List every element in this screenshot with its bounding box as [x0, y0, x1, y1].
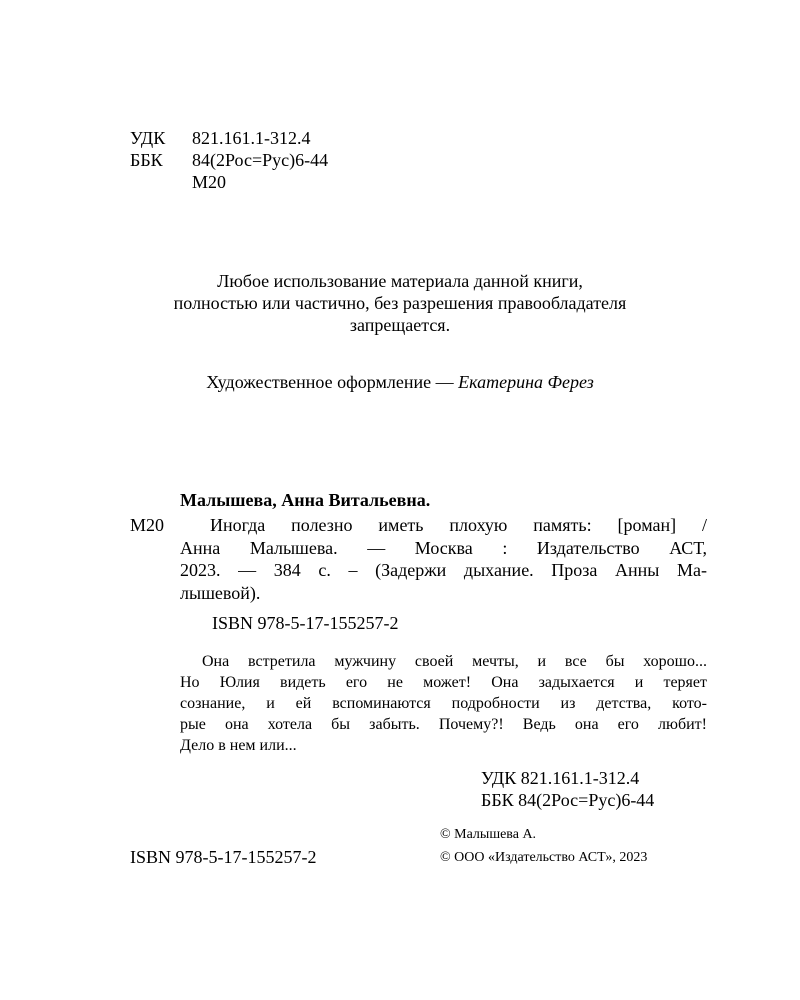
- annotation-line: Дело в нем или...: [180, 737, 297, 754]
- bibliographic-description: [180, 514, 707, 604]
- notice-line: запрещается.: [349, 315, 451, 335]
- udk-value: 821.161.1-312.4: [192, 128, 311, 148]
- bib-line: лышевой).: [180, 582, 261, 603]
- udk-bottom: УДК 821.161.1-312.4: [481, 768, 640, 788]
- annotation: [180, 651, 707, 756]
- bbk-bottom: ББК 84(2Рос=Рус)6-44: [481, 790, 655, 810]
- udk-label: УДК: [130, 128, 166, 148]
- annotation-line: Но Юлия видеть его не может! Она задыхается и теряет: [180, 674, 707, 691]
- author-heading: Малышева, Анна Витальевна.: [180, 490, 431, 510]
- annotation-line: рые она хотела бы забыть. Почему?! Ведь она его любит!: [180, 716, 707, 733]
- usage-notice: [100, 270, 700, 336]
- bib-line: Иногда полезно иметь плохую память: [роман] /: [210, 515, 707, 535]
- copyright-author: © Малышева А.: [440, 827, 537, 842]
- bbk-value: 84(2Рос=Рус)6-44: [192, 150, 329, 170]
- credit-artist: Екатерина Ферез: [458, 372, 594, 392]
- bib-line: 2023. — 384 с. – (Задержи дыхание. Проза Анны Ма-: [180, 560, 707, 580]
- annotation-line: сознание, и ей вспоминаются подробности из детства, кото-: [180, 695, 707, 712]
- annotation-line: Она встретила мужчину своей мечты, и все бы хорошо...: [202, 653, 707, 670]
- copyright-publisher: © ООО «Издательство АСТ», 2023: [440, 850, 648, 865]
- isbn-bottom: ISBN 978-5-17-155257-2: [130, 847, 317, 867]
- bbk-label: ББК: [130, 150, 163, 170]
- author-code: М20: [192, 172, 227, 192]
- record-code: М20: [130, 515, 165, 535]
- record-isbn: ISBN 978-5-17-155257-2: [212, 613, 399, 633]
- bib-line: Анна Малышева. — Москва : Издательство АСТ,: [180, 537, 707, 558]
- credit-label: Художественное оформление —: [206, 372, 459, 392]
- art-credit: [0, 371, 800, 393]
- notice-line: Любое использование материала данной книги,: [217, 271, 583, 291]
- notice-line: полностью или частично, без разрешения правообладателя: [173, 293, 627, 313]
